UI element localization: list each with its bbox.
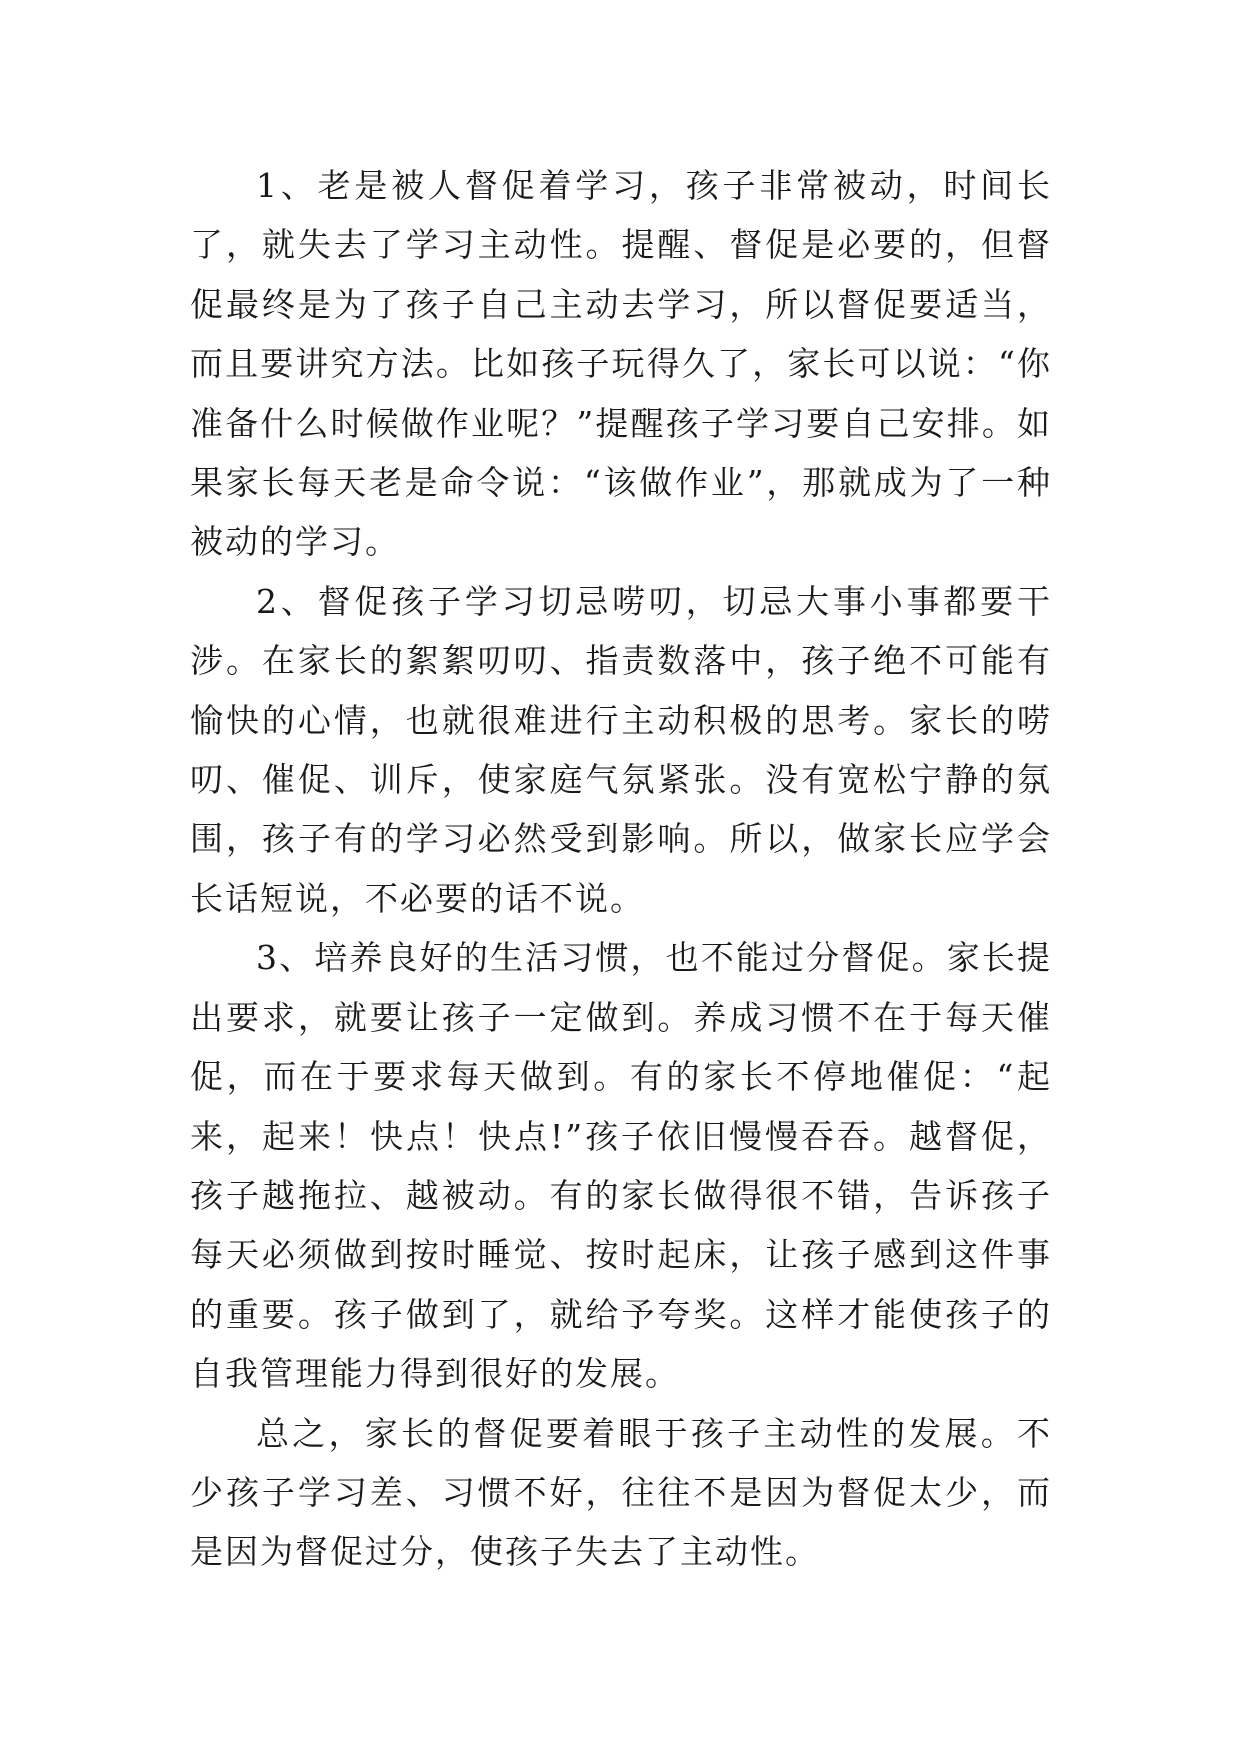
paragraph-1: 1、老是被人督促着学习，孩子非常被动，时间长了，就失去了学习主动性。提醒、督促是必要的，但督促最终是为了孩子自己主动去学习，所以督促要适当，而且要讲究方法。比如孩子玩得久了，家长可以说：“你准备什么时候做作业呢？”提醒孩子学习要自己安排。如果家长每天老是命令说：“该做作业”，那就成为了一种被动的学习。 <box>190 166 1052 562</box>
paragraph-3: 3、培养良好的生活习惯，也不能过分督促。家长提出要求，就要让孩子一定做到。养成习惯不在于每天催促，而在于要求每天做到。有的家长不停地催促：“起来，起来！快点！快点!”孩子依旧慢慢吞吞。越督促，孩子越拖拉、越被动。有的家长做得很不错，告诉孩子每天必须做到按时睡觉、按时起床，让孩子感到这件事的重要。孩子做到了，就给予夸奖。这样才能使孩子的自我管理能力得到很好的发展。 <box>190 938 1052 1394</box>
paragraph-summary: 总之，家长的督促要着眼于孩子主动性的发展。不少孩子学习差、习惯不好，往往不是因为督促太少，而是因为督促过分，使孩子失去了主动性。 <box>190 1413 1052 1572</box>
document-page <box>190 156 1052 1582</box>
paragraph-2: 2、督促孩子学习切忌唠叨，切忌大事小事都要干涉。在家长的絮絮叨叨、指责数落中，孩子绝不可能有愉快的心情，也就很难进行主动积极的思考。家长的唠叨、催促、训斥，使家庭气氛紧张。没有宽松宁静的氛围，孩子有的学习必然受到影响。所以，做家长应学会长话短说，不必要的话不说。 <box>190 581 1052 918</box>
